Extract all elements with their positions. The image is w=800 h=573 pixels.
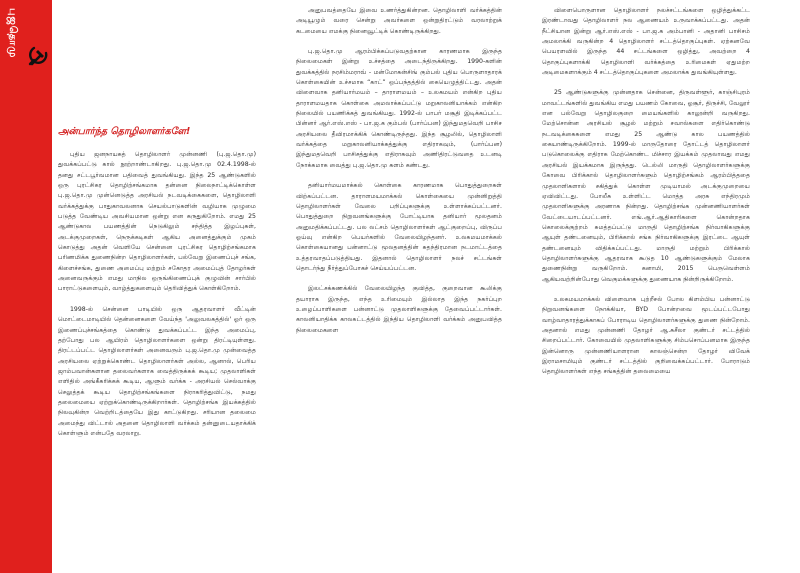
- hammer-sickle-icon: [26, 44, 50, 68]
- paragraph: புதிய ஜனநாயகத் தொழிலாளர் முன்னணி (பு.ஜ.தொ.மு) துவக்கப்பட்டு கால் நூற்றாண்டாகிறது. பு.ஜ.தொ.மு 02.4.1998-ல் தனது சட்டபூர்வமான பதிவைத் துவங்கியது. இந்த 25 ஆண்டுகளில் ஒரு புரட்சிகர தொழிற்சங்கமாக தன்னை நிலைநாட்டிக்கொள்ள பு.ஜ.தொ.மு முன்னெடுத்த அரசியல் நடவடிக்கைகளை, தொழிலாளி வர்க்கத்துக்கு பாதுகாவலனாக செயல்பாடுகளின் வழியாக முழுமை படுத்த வேண்டிய அவசியமான ஒன்று என கருதுகிறோம். எமது 25 ஆண்டுகால பயணத்தின் நெடுகிலும் சந்தித்த இழப்புகள், அடக்குமுறைகள், நெருக்கடிகள் ஆகிய அனைத்துக்கும் முகம் கொடுத்து அதன் வெளியே சென்னை புரட்சிகர தொழிற்சங்கமாக பரிணமிக்க துணைநின்ற தொழிலாளர்கள், பல்வேறு இணைப்புச் சங்க, கிளைச்சங்க, துணை அமைப்பு மற்றும் சகோதர அமைப்புத் தோழர்கள் அனைவருக்கும் எமது மாநில ஒருங்கிணைப்புக் குழுவின் சார்பில் பாராட்டுகளையும், வாழ்த்துகளையும் தெரிவித்துக் கொள்கிறோம்.: [58, 151, 256, 293]
- paragraph: 25 ஆண்டுகளுக்கு முன்னதாக சென்னை, திருவள்ளூர், காஞ்சிபுரம் மாவட்டங்களில் துவங்கிய எமது பயணம் கோவை, ஓசூர், திருச்சி, வேலூர் என பல்வேறு தொழிலகுறை மையங்களில் காலூன்றி வருகிறது. மேற்சொன்ன அரசியல் சூழல் மற்றும் சவால்களை எதிர்கொண்டு நடவடிக்கைகளை எமது 25 ஆண்டு கால பயணத்தில் கையாண்டிருக்கிறோம். 1999-ல் மாருதோரை தோட்டத் தொழிலாளர் படுகொலைக்கு எதிராக மேற்கொண்ட மிச்சார இயக்கம் முதலாவது எமது அரசியல் இயக்கமாக இருந்தது. டெல்லி மாருதி தொழிலாளர்களுக்கு கோவை பிரிக்கால் தொழிலாளர்களும் தொழிற்சங்கம் ஆரம்பித்ததை முதலாளிகளால் சகித்துக் கொள்ள முடியாமல் அடக்குமுறையை ஏவிவிட்டது. போலீசு உள்ளிட்ட மொத்த அரசு எந்திரமும் முதலாளிகளுக்கு அரணாக நின்றது. தொழிற்சங்க முன்னணியாளர்கள் வேட்டையாடப்பட்டனர். எங்.ஆர்.ஆதிகாரிகளை கொன்றதாக கொலைக்குற்றம் சுமத்தப்பட்டு மாருதி தொழிற்சங்க நிர்வாகிகளுக்கு ஆயுள் தண்டனையும், பிரிக்கால் சங்க நிர்வாகிகளுக்கு இரட்டை ஆயுள் தண்டனையும் விதிக்கப்பட்டது. மாருதி மற்றும் பிரிக்கால் தொழிலாளர்களுக்கு ஆதரவாக கூடுத 10 ஆண்டுகளுக்கும் மேலாக துணைநின்று வருகிறோம். கனாமி, 2015 பெருவெள்ளம் ஆகியவற்றின்போது வெகுமக்களுக்கு துணையாக நின்றிருக்கிறோம்.: [542, 89, 750, 283]
- article-column-1: [58, 150, 256, 449]
- article-column-3: [542, 6, 750, 388]
- article-page: [58, 0, 800, 573]
- paragraph: அனுபவத்தையே இவை உணர்த்துகின்றன. தொழிலாளி வர்க்கத்தின் அடியூழும் வரை சென்று அவர்களை ஒன்றுதிரட்டும் வரலாற்றுக் கடமையை எமக்கு நினைவூட்டிக் கொண்டிருக்கிறது.: [296, 7, 502, 35]
- paragraph: இலட்சக்கணக்கில் வேலையிழந்த குவித்த, குறைவான கூலிக்கு தயாராக இருந்த, எந்த உரிமையும் இல்லாத இந்த நகர்ப்புற உழைப்பாளிகளை பன்னாட்டு முதலாளிகளுக்கு தேவைப்பட்டார்கள். காலனியாதிக்க காலகட்டத்தில் இந்திய தொழிலாளி வர்க்கம் அனுபவித்த நிலைமைகளை: [296, 285, 502, 334]
- page-title: அன்பார்ந்த தொழிலாளர்களே!: [58, 126, 191, 137]
- paragraph: உலகமயமாக்கல் விளைவாக புற்றீசல் போல கிளம்பிய பன்னாட்டு நிறுவனங்களை நோக்கியா, BYD போன்றவை மூடப்பட்டபோது வாழ்வாதாரத்துக்காகப் போராடிய தொழிலாளர்களுக்கு துணை நின்றோம். அதனால் எமது முன்னணி தோழர் ஆ.சுசீலா குண்டர் சட்டத்தில் சிறைப்பட்டார். கோவையில் முதலாளிகளுக்கு சிம்பசொப்பனமாக இருந்த இன்னொரு முன்னணியாளரான காலஞ்சென்ற தோழர் விவேக் இராமசாமியும் குண்டர் சட்டத்தில் குறிவைக்கப்பட்டார். போராடும் தொழிலாளர்கள் எந்த சங்கத்தின் தலைமையை: [542, 295, 750, 376]
- sidebar-strip: [0, 0, 52, 573]
- paragraph: 1998-ல் சென்னை பாடியில் ஒரு ஆதரவாளர் வீட்டின் மொட்டைமாடியில் தென்னைகளை வேய்ந்த 'அலுவலகத்தில்' ஓர் ஒரு இணைப்புச்சங்கத்தை கொண்டு துவக்கப்பட்ட இந்த அமைப்பு, தற்போது பல ஆயிரம் தொழிலாளர்களை ஒன்று திரட்டியுள்ளது. திரட்டப்பட்ட தொழிலாளர்கள் அனைவரும் பு.ஜ.தொ.மு முன்வைத்த அரசியலை ஏற்றுக்கொண்ட தொழிலாளர்கள் அல்ல, ஆனால், பெரிய ஜாம்பவான்களான தலைவர்களாக வைத்திருக்கக் கூடிய; முதலாளிகள் எளிதில் அங்கீகரிக்கக் கூடிய, ஆளும் வர்க்க - அரசியல் செல்வாக்கு செலுத்தக் கூடிய தொழிற்சங்கங்களை நிராகரித்துவிட்டு, நமது தலைமையை ஏற்றுக்கொண்டிருக்கிறார்கள். தொழிற்சங்க இயக்கத்தில் நிலவுகின்ற வெற்றிடத்தையே இது காட்டுகிறது. சரியான தலைமை அமைந்து விட்டால் அதனை தொழிலாளி வர்க்கம் தன்னுடையதாக்கிக் கொள்ளும் என்பதே வரலாறு.: [58, 305, 256, 437]
- paragraph: விளைபொருளான தொழிலாளர் நலச்சட்டங்களை ஒழித்துக்கட்ட இரண்டாவது தொழிலாளர் நல ஆணையம் உருவாக்கப்பட்டது. அதன் நீட்சியான இன்று ஆர்.எஸ்.எஸ் - பா.ஜ.க அம்பானி - அதானி பாசிசம் அமலாக்கி வருகின்ற 4 தொழிலாளர் சட்டத்தொகுப்புகள். ஏற்கனவே பெயரளவில் இருந்த 44 சட்டங்களை ஒழித்து, அவற்றை 4 தொகுப்புகளாக்கி தொழிலாளி வர்க்கத்தை உரிமைகள் ஏதுமற்ற அடிமைகளாக்கும் 4 சட்டத்தொகுப்புகளை அமலாக்க துவங்கியுள்ளது.: [542, 7, 750, 77]
- article-column-2: [296, 6, 502, 346]
- paragraph: தனியார்மயமாக்கல் கொள்கை காரணமாக பொதுத்துறைகள் விற்கப்பட்டன. தாராளமயமாக்கல் கொள்கையை முன்னிறுத்தி தொழிலாளர்கள் வேலை பறிப்புகளுக்கு உள்ளாக்கப்பட்டனர். பொதுத்துறை நிறுவனங்களுக்கு போட்டியாக தனியார் மூலதனம் அனுமதிக்கப்பட்டது. பல லட்சம் தொழிலாளர்கள் ஆட்குறைப்பு, விருப்ப ஓய்வு என்கிற பெயர்களில் வேலையிழந்தனர். உலகமயமாக்கல் கொள்கையானது பன்னாட்டு மூலதனத்தின் சுதந்திரமான நடமாட்டத்தை உத்தரவாதப்படுத்தியது. இதனால் தொழிலாளர் நலச் சட்டங்கள் தொடர்ந்து நீர்த்துப்போகச் செய்யப்பட்டன.: [296, 182, 502, 272]
- brand-label: புஜதொமு: [7, 8, 18, 59]
- paragraph: பு.ஜ.தொ.மு ஆரம்பிக்கப்படுவதற்கான காரணமாக இருந்த நிலைமைகள் இன்று உச்சத்தை அடைந்திருக்கிறது. 1990-களின் துவக்கத்தில் நரசிம்மராவ் - மன்மோகன்சிங் கும்பல் புதிய பொருளாதாரக் கொள்கையின் உச்சமாக “காட்” ஒப்பந்தத்தில் கையெழுத்திட்டது. அதன் விளைவாக தனியார்மயம் – தாராளமயம் – உலகமயம் என்கிற புதிய தாராளமயதாக கொள்கை அமலாக்கப்பட்டு மறுகாலனியாக்கம் என்கிற நிலையில் பயணிக்கத் துவங்கியது. 1992-ல் பாபர் மசூதி இடிக்கப்பட்ட பின்னர் ஆர்.எஸ்.எஸ் - பா.ஜ.க கும்பல் (பார்ப்பன) இந்துமதவெறி பாசிச அரசியலை தீவிரமாக்கிக் கொண்டிருந்தது. இந்த சூழலில், தொழிலாளி வர்க்கத்தை மறுகாலனியாக்கத்துக்கு எதிராகவும், (பார்ப்பன) இந்துமதவெறி பாசிசத்துக்கு எதிராகவும் அணிதிரட்டுவதை உடனடி நோக்கமாக வைத்து பு.ஜ.தொ.மு களம் கண்டது.: [296, 48, 502, 169]
